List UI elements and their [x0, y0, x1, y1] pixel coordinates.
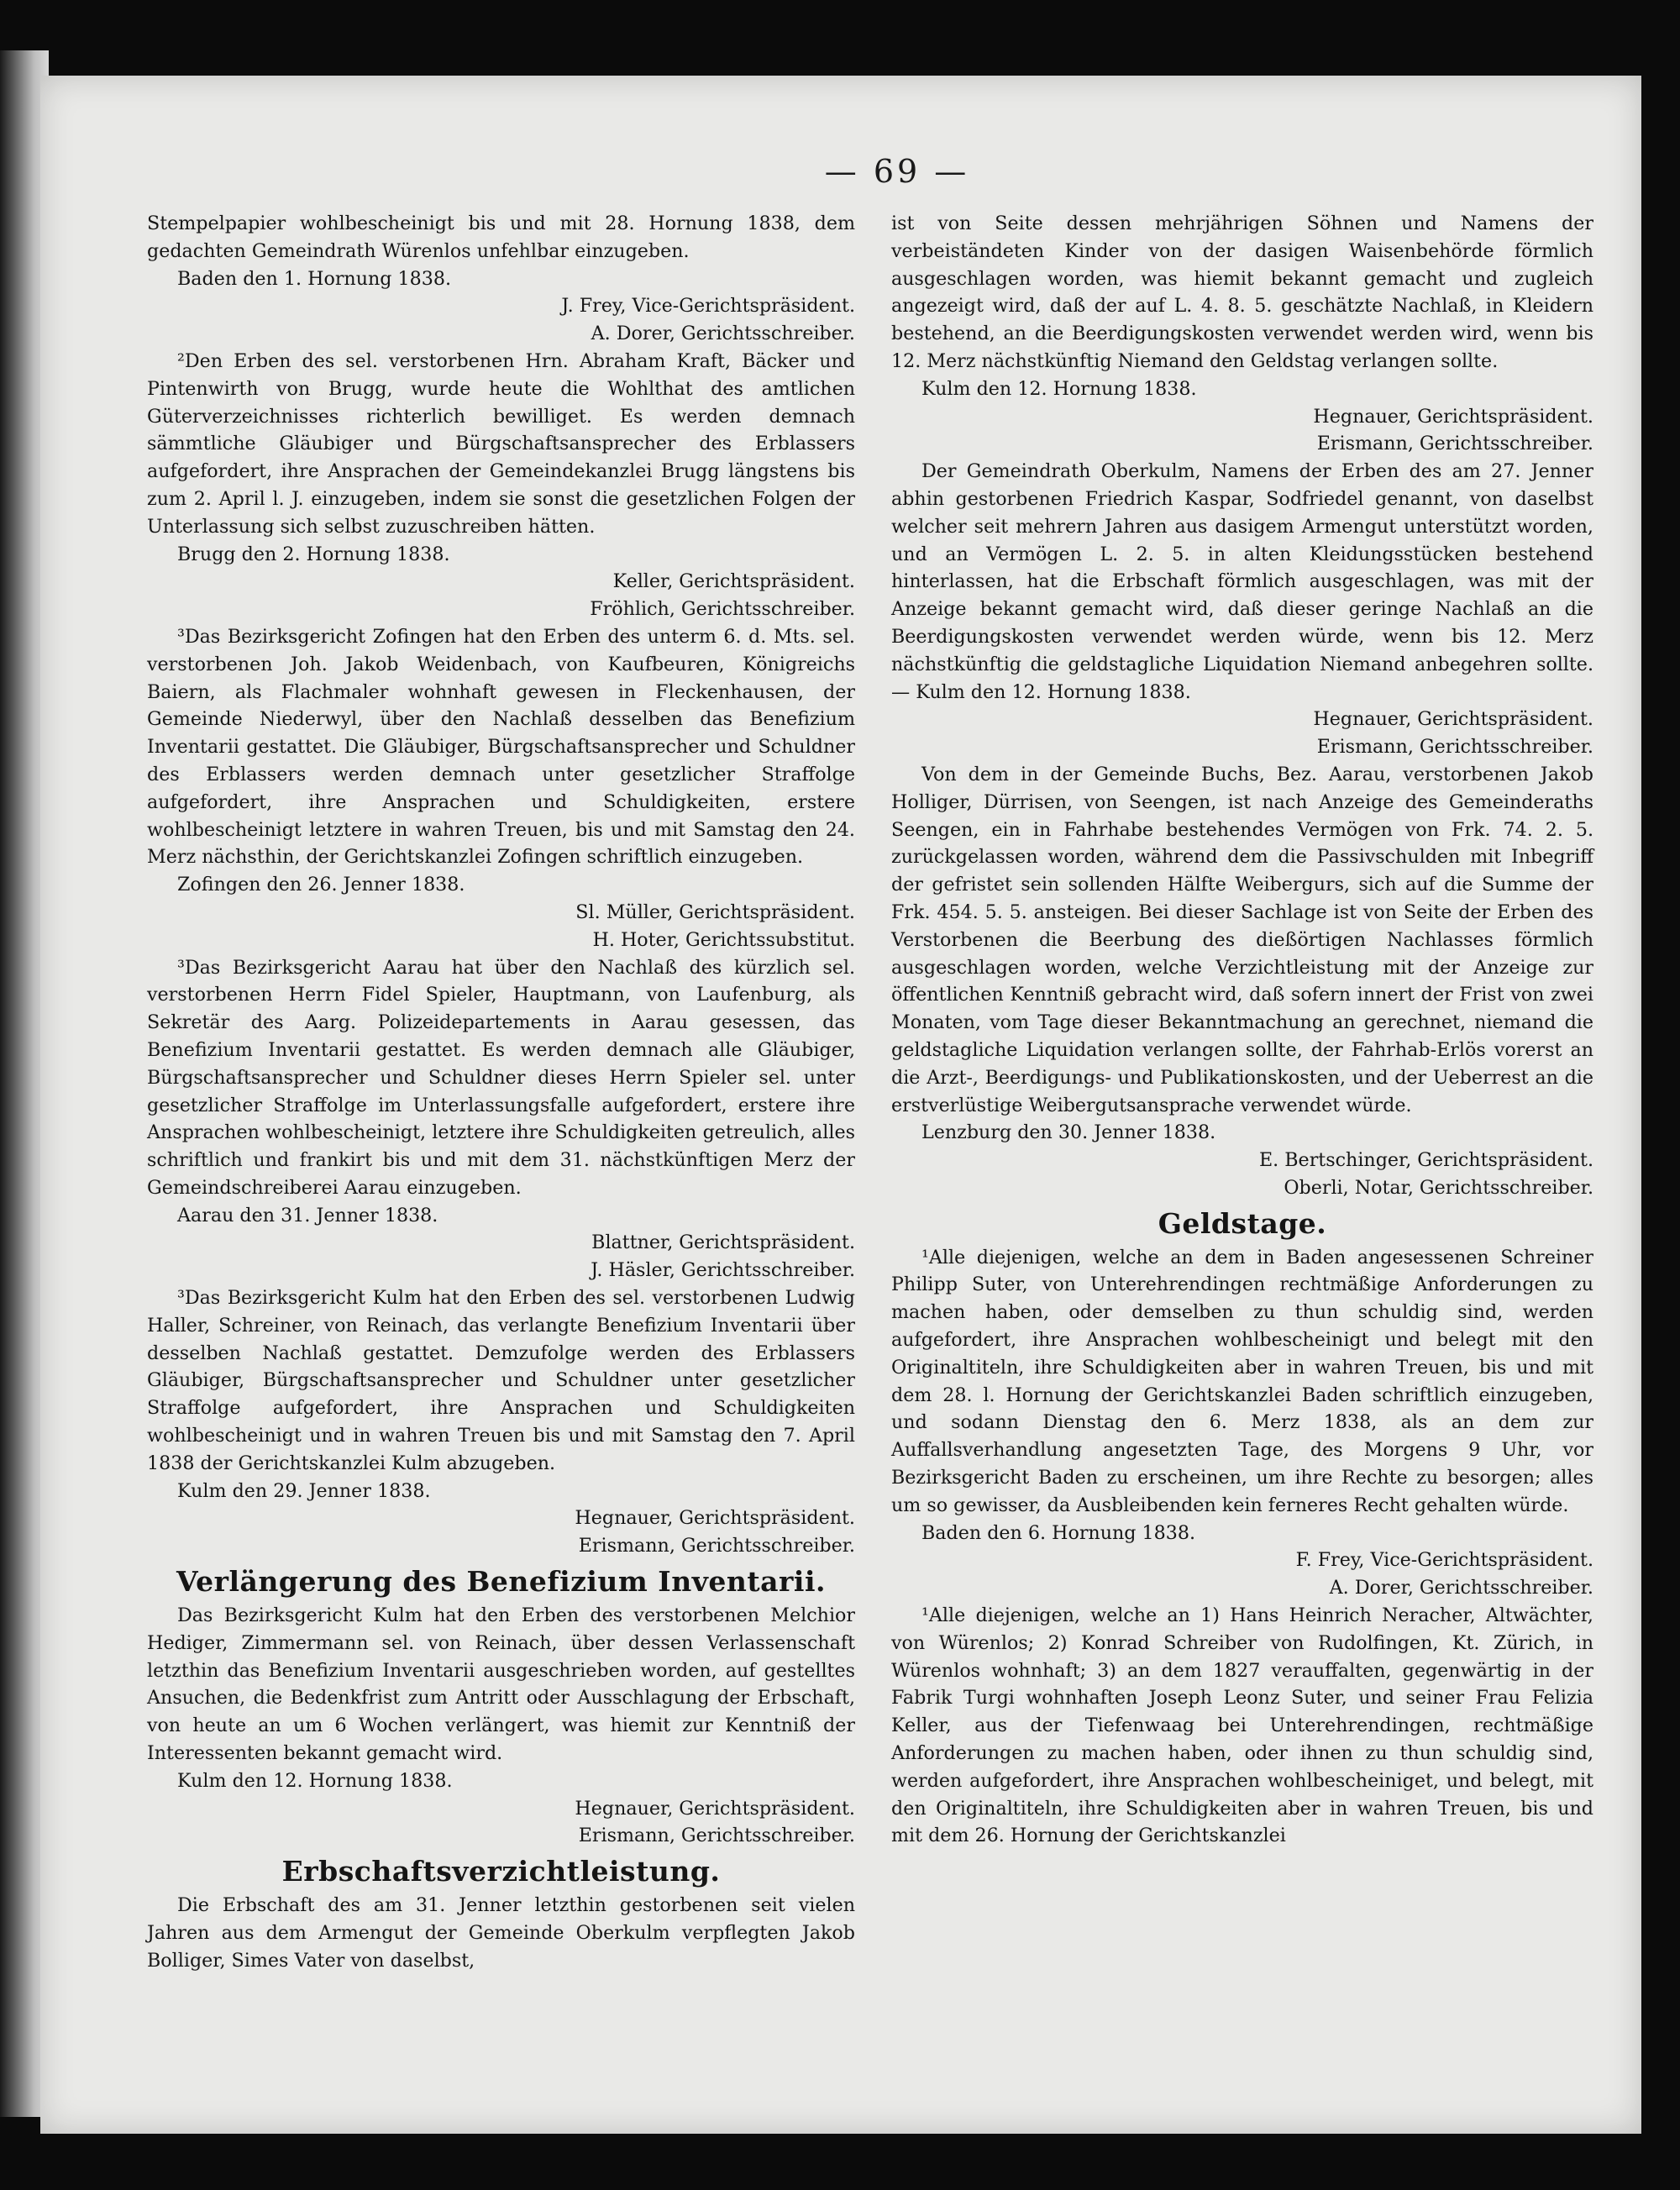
signature-line: E. Bertschinger, Gerichtspräsident. — [1258, 1149, 1593, 1172]
signature-line: Hegnauer, Gerichtspräsident. — [575, 1507, 855, 1530]
signature-line: Erismann, Gerichtsschreiber. — [578, 1825, 855, 1847]
left-column — [147, 210, 855, 1975]
signature-line: Blattner, Gerichtspräsident. — [591, 1232, 855, 1254]
signature-line: J. Häsler, Gerichtsschreiber. — [591, 1259, 855, 1282]
notice-paragraph: Die Erbschaft des am 31. Jenner letzthin gestorbenen seit vielen Jahren aus dem Armengut der Gemeinde Oberkulm verpflegten Jakob Bolliger, Simes Vater von daselbst, — [147, 1894, 855, 1972]
newspaper-page — [40, 76, 1641, 2134]
signature-line: Hegnauer, Gerichtspräsident. — [1313, 708, 1593, 731]
signature-line: Oberli, Notar, Gerichtsschreiber. — [1284, 1176, 1593, 1199]
date-line: Kulm den 12. Hornung 1838. — [921, 377, 1197, 400]
signature-line: A. Dorer, Gerichtsschreiber. — [591, 323, 855, 345]
right-column — [891, 210, 1593, 1850]
notice-paragraph: Von dem in der Gemeinde Buchs, Bez. Aarau, verstorbenen Jakob Holliger, Dürrisen, von Seengen, ist nach Anzeige des Gemeinderaths Seengen, ein in Fahrhabe bestehendes Vermögen von Frk. 74. 2. 5. zurückgelassen worden, während dem die Passivschulden mit Inbegriff der gefristet sein sollenden Hälfte Weibergurs, sich auf die Summe der Frk. 454. 5. 5. ansteigen. Bei dieser Sachlage ist von Seite der Erben des Verstorbenen die Beerbung des dießörtigen Nachlasses förmlich ausgeschlagen worden, welche Verzichtleistung mit der Anzeige zur öffentlichen Kenntniß gebracht wird, daß sofern innert der Frist von zwei Monaten, vom Tage dieser Bekanntmachung an gerechnet, niemand die geldstagliche Liquidation verlangen sollte, der Fahrhab-Erlös vorerst an die Arzt-, Beerdigungs- und Publikationskosten, und der Ueberrest an die erstverlüstige Weibergutsansprache verwendet würde. — [891, 763, 1593, 1116]
notice-paragraph: ¹Alle diejenigen, welche an dem in Baden angesessenen Schreiner Philipp Suter, von Unterehrendingen rechtmäßige Anforderungen zu machen haben, oder demselben zu thun schuldig sind, werden aufgefordert, ihre Ansprachen wohlbescheinigt und belegt mit den Originaltiteln, ihre Schuldigkeiten aber in wahren Treuen, bis und mit dem 28. l. Hornung der Gerichtskanzlei Baden schriftlich einzugeben, und sodann Dienstag den 6. Merz 1838, als an dem zur Auffallsverhandlung angesetzten Tage, des Morgens 9 Uhr, vor Bezirksgericht Baden zu erscheinen, um ihre Rechte zu besorgen; alles um so gewisser, da Ausbleibenden kein ferneres Recht gehalten würde. — [891, 1246, 1593, 1516]
notice-paragraph: Stempelpapier wohlbescheinigt bis und mit 28. Hornung 1838, dem gedachten Gemeindrath Würenlos unfehlbar einzugeben. — [147, 213, 855, 262]
signature-line: H. Hoter, Gerichtssubstitut. — [592, 928, 855, 951]
signature-line: Keller, Gerichtspräsident. — [612, 570, 855, 593]
page-number: — 69 — — [824, 153, 970, 190]
date-line: Kulm den 12. Hornung 1838. — [177, 1769, 453, 1792]
signature-line: Erismann, Gerichtsschreiber. — [1316, 736, 1593, 759]
notice-paragraph: ist von Seite dessen mehrjährigen Söhnen und Namens der verbeiständeten Kinder von der dasigen Waisenbehörde förmlich ausgeschlagen worden, was hiemit bekannt gemacht und zugleich angezeigt wird, daß der auf L. 4. 8. 5. geschätzte Nachlaß, in Kleidern bestehend, an die Beerdigungskosten verwendet werden wird, wenn bis 12. Merz nächstkünftig Niemand den Geldstag verlangen sollte. — [891, 213, 1593, 372]
notice-paragraph: ²Den Erben des sel. verstorbenen Hrn. Abraham Kraft, Bäcker und Pintenwirth von Brugg, wurde heute die Wohlthat des amtlichen Güterverzeichnisses richterlich bewilliget. Es werden demnach sämmtliche Gläubiger und Bürgschaftsansprecher des Erblassers aufgefordert, ihre Ansprachen der Gemeindekanzlei Brugg längstens bis zum 2. April l. J. einzugeben, indem sie sonst die gesetzlichen Folgen der Unterlassung sich selbst zuzuschreiben hätten. — [147, 349, 855, 538]
notice-paragraph: ³Das Bezirksgericht Aarau hat über den Nachlaß des kürzlich sel. verstorbenen Herrn Fidel Spieler, Hauptmann, von Laufenburg, als Sekretär des Aarg. Polizeidepartements in Aarau gesessen, das Benefizium Inventarii gestattet. Es werden demnach alle Gläubiger, Bürgschaftsansprecher und Schuldner dieses Herrn Spieler sel. unter gesetzlicher Straffolge im Unterlassungsfalle aufgefordert, erstere ihre Ansprachen wohlbescheinigt, letztere ihre Schuldigkeiten getreulich, alles schriftlich und frankirt bis und mit dem 31. nächstkünftigen Merz der Gemeindschreiberei Aarau einzugeben. — [147, 956, 855, 1199]
notice-paragraph: ³Das Bezirksgericht Zofingen hat den Erben des unterm 6. d. Mts. sel. verstorbenen Joh. Jakob Weidenbach, von Kaufbeuren, Königreichs Baiern, als Flachmaler wohnhaft gewesen in Fleckenhausen, der Gemeinde Niederwyl, über den Nachlaß desselben das Benefizium Inventarii gestattet. Die Gläubiger, Bürgschaftsansprecher und Schuldner des Erblassers werden demnach unter gesetzlicher Straffolge aufgefordert, ihre Ansprachen und Schuldigkeiten, erstere wohlbescheinigt letztere in wahren Treuen, bis und mit Samstag den 24. Merz nächsthin, der Gerichtskanzlei Zofingen schriftlich einzugeben. — [147, 625, 855, 869]
notice-paragraph: ¹Alle diejenigen, welche an 1) Hans Heinrich Neracher, Altwächter, von Würenlos; 2) Konrad Schreiber von Rudolfingen, Kt. Zürich, in Würenlos wohnhaft; 3) an dem 1827 verauffalten, gegenwärtig in der Fabrik Turgi wohnhaften Joseph Leonz Suter, und seiner Frau Felizia Keller, aus der Tiefenwaag bei Unterehrendingen, rechtmäßige Anforderungen zu machen haben, oder ihnen zu thun schuldig sind, werden aufgefordert, ihre Ansprachen wohlbescheiniget, und belegt, mit den Originaltiteln, ihre Schuldigkeiten aber in wahren Treuen, bis und mit dem 26. Hornung der Gerichtskanzlei — [891, 1604, 1593, 1847]
section-heading: Erbschaftsverzichtleistung. — [281, 1855, 721, 1888]
date-line: Brugg den 2. Hornung 1838. — [177, 543, 450, 565]
date-line: Baden den 6. Hornung 1838. — [921, 1521, 1196, 1544]
signature-line: Erismann, Gerichtsschreiber. — [1316, 433, 1593, 455]
notice-paragraph: Das Bezirksgericht Kulm hat den Erben des verstorbenen Melchior Hediger, Zimmermann sel. von Reinach, über dessen Verlassenschaft letzthin das Benefizium Inventarii ausgeschrieben worden, auf gestelltes Ansuchen, die Bedenkfrist zum Antritt oder Ausschlagung der Erbschaft, von heute an um 6 Wochen verlängert, was hiemit zur Kenntniß der Interessenten bekannt gemacht wird. — [147, 1604, 855, 1765]
notice-paragraph: ³Das Bezirksgericht Kulm hat den Erben des sel. verstorbenen Ludwig Haller, Schreiner, von Reinach, das verlangte Benefizium Inventarii über desselben Nachlaß gestattet. Demzufolge werden des Erblassers Gläubiger, Bürgschaftsansprecher und Schuldner unter gesetzlicher Straffolge aufgefordert, ihre Ansprachen und Schuldigkeiten wohlbescheinigt und in wahren Treuen bis und mit Samstag den 7. April 1838 der Gerichtskanzlei Kulm abzugeben. — [147, 1287, 855, 1474]
signature-line: Hegnauer, Gerichtspräsident. — [575, 1797, 855, 1820]
signature-line: J. Frey, Vice-Gerichtspräsident. — [561, 295, 855, 318]
signature-line: A. Dorer, Gerichtsschreiber. — [1329, 1577, 1593, 1599]
signature-line: Hegnauer, Gerichtspräsident. — [1313, 405, 1593, 428]
date-line: Kulm den 29. Jenner 1838. — [177, 1479, 431, 1502]
signature-line: Sl. Müller, Gerichtspräsident. — [575, 901, 855, 923]
signature-line: F. Frey, Vice-Gerichtspräsident. — [1295, 1549, 1593, 1572]
section-heading: Verlängerung des Benefizium Inventarii. — [176, 1565, 826, 1599]
date-line: Baden den 1. Hornung 1838. — [177, 267, 452, 290]
signature-line: Erismann, Gerichtsschreiber. — [578, 1535, 855, 1557]
date-line: Aarau den 31. Jenner 1838. — [177, 1204, 438, 1226]
date-line: Lenzburg den 30. Jenner 1838. — [921, 1121, 1216, 1144]
notice-paragraph: Der Gemeindrath Oberkulm, Namens der Erben des am 27. Jenner abhin gestorbenen Friedrich Kaspar, Sodfriedel genannt, von daselbst welcher seit mehrern Jahren aus dasigem Armengut unterstützt worden, und an Vermögen L. 2. 5. in alten Kleidungsstücken bestehend hinterlassen, hat die Erbschaft förmlich ausgeschlagen, was mit der Anzeige bekannt gemacht wird, daß dieser geringe Nachlaß an die Beerdigungskosten verwendet werden würde, wenn bis 12. Merz nächstkünftig die geldstagliche Liquidation Niemand anbegehren sollte. — Kulm den 12. Hornung 1838. — [891, 460, 1593, 703]
section-heading: Geldstage. — [1158, 1206, 1327, 1240]
signature-line: Fröhlich, Gerichtsschreiber. — [590, 598, 855, 621]
date-line: Zofingen den 26. Jenner 1838. — [177, 874, 465, 896]
